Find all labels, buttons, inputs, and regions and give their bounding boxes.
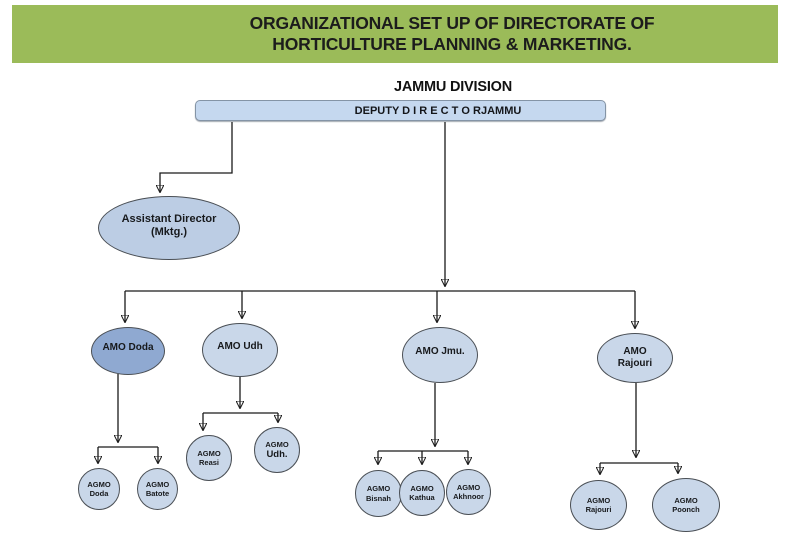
deputy-director-label: DEPUTY D I R E C T O RJAMMU [354,104,522,117]
node-amo-doda [91,327,165,375]
node-label: (Mktg.) [150,225,188,238]
node-label: AGMO [410,483,434,493]
node-agmo-kathua [399,470,445,516]
node-label: Rajouri [585,505,612,514]
node-assistant-director [98,196,240,260]
division-heading: JAMMU DIVISION [393,79,513,95]
node-agmo-batote [137,468,178,510]
node-agmo-bisnah [355,470,402,517]
node-label: Bisnah [365,493,391,503]
node-label: AGMO [145,479,170,489]
node-label: AGMO [586,495,611,505]
node-label: AMO Udh [217,341,263,352]
node-label: Udh. [266,449,288,461]
node-agmo-reasi [186,435,232,481]
node-label: AGMO [197,448,221,458]
node-agmo-akhnoor [446,469,491,515]
node-label: Akhnoor [453,492,484,501]
node-amo-udh [202,323,278,377]
node-amo-rajouri [597,333,673,383]
node-label: Batote [145,489,170,498]
page-title-line2: HORTICULTURE PLANNING & MARKETING. [272,34,632,54]
node-label: AGMO [456,482,481,492]
node-label: Rajouri [617,358,653,369]
node-agmo-rajouri [570,480,627,530]
node-label: Kathua [409,493,435,502]
node-label: Doda [89,489,109,498]
node-amo-jmu [402,327,478,383]
node-label: AGMO [674,495,698,505]
node-agmo-udh [254,427,300,473]
page-title-line1: ORGANIZATIONAL SET UP OF DIRECTORATE OF [249,13,655,33]
node-agmo-doda [78,468,120,510]
node-label: Assistant Director [121,212,217,225]
node-label: AGMO [366,484,391,493]
node-label: AMO Jmu. [415,346,465,357]
node-label: AMO [623,346,647,357]
node-label: AGMO [87,479,111,489]
node-label: Poonch [672,505,700,514]
node-agmo-poonch [652,478,720,532]
node-label: AGMO [265,439,289,449]
node-label: Reasi [198,458,219,467]
node-label: AMO Doda [102,342,154,353]
edge-deputy-to-assistant [160,122,232,192]
